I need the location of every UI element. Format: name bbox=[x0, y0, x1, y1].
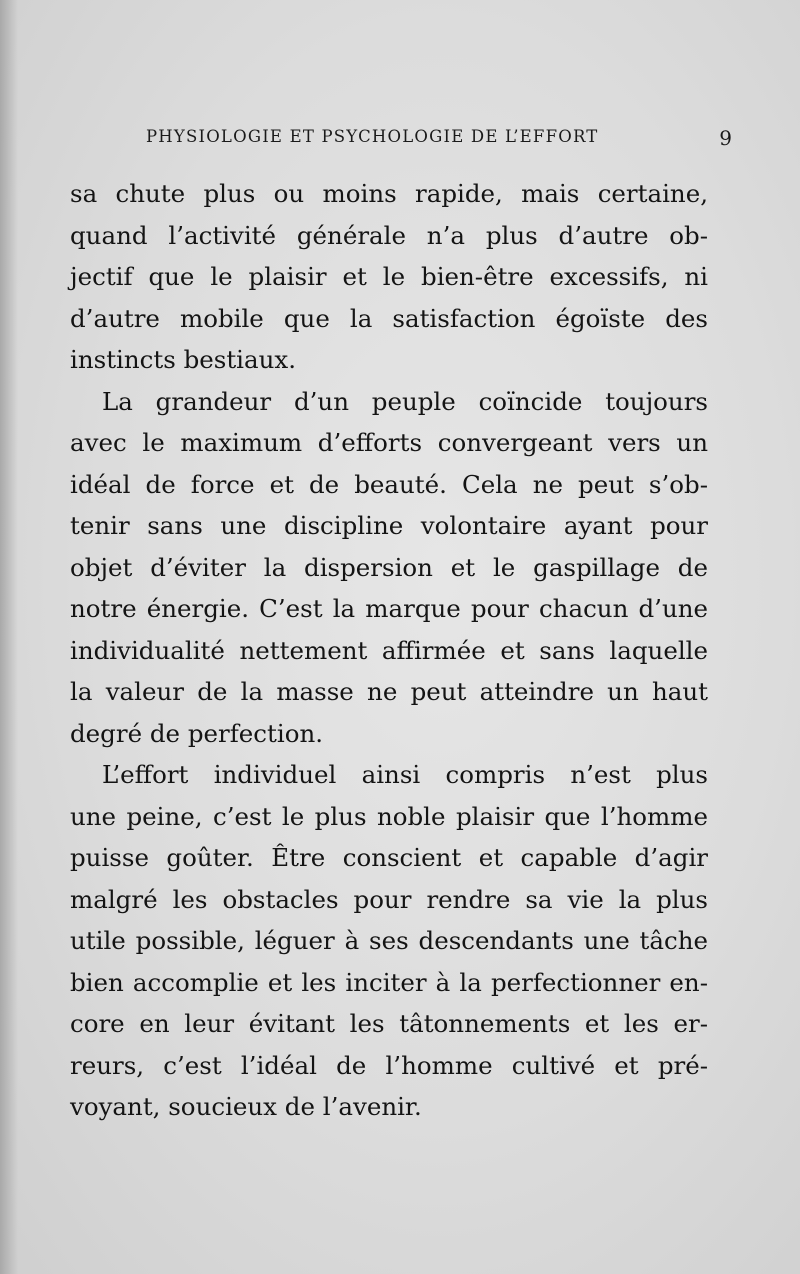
text-line: reurs, c’est l’idéal de l’homme cultivé et pré- bbox=[70, 1050, 708, 1080]
text-line: core en leur évitant les tâtonnements et les er- bbox=[70, 1009, 708, 1038]
text-line: d’autre mobile que la satisfaction égoïste des bbox=[70, 303, 708, 333]
text-line: notre énergie. C’est la marque pour chacun d’une bbox=[70, 594, 708, 623]
text-line: instincts bestiaux. bbox=[70, 345, 297, 374]
running-title: PHYSIOLOGIE ET PSYCHOLOGIE DE L’EFFORT bbox=[146, 127, 599, 146]
text-line: jectif que le plaisir et le bien-être excessifs, ni bbox=[70, 262, 708, 291]
page-number: 9 bbox=[719, 126, 732, 150]
text-line: bien accomplie et les inciter à la perfectionner en- bbox=[70, 967, 708, 997]
text-line: utile possible, léguer à ses descendants une tâche bbox=[70, 926, 708, 955]
text-line: avec le maximum d’efforts convergeant vers un bbox=[70, 428, 708, 457]
body-text bbox=[70, 173, 708, 1128]
text-line: idéal de force et de beauté. Cela ne peut s’ob- bbox=[70, 469, 708, 499]
text-line: la valeur de la masse ne peut atteindre un haut bbox=[70, 677, 708, 706]
text-line: quand l’activité générale n’a plus d’autre ob- bbox=[70, 220, 708, 250]
text-line: objet d’éviter la dispersion et le gaspillage de bbox=[70, 552, 708, 582]
text-line: degré de perfection. bbox=[70, 718, 324, 748]
running-head bbox=[146, 127, 732, 157]
text-line: tenir sans une discipline volontaire ayant pour bbox=[70, 511, 708, 540]
paragraph-first-line: La grandeur d’un peuple coïncide toujours bbox=[102, 386, 708, 416]
text-line: une peine, c’est le plus noble plaisir que l’homme bbox=[70, 801, 708, 831]
text-line: malgré les obstacles pour rendre sa vie la plus bbox=[70, 884, 708, 914]
text-line: sa chute plus ou moins rapide, mais certaine, bbox=[70, 179, 708, 208]
text-line: individualité nettement affirmée et sans laquelle bbox=[70, 635, 708, 665]
text-line: voyant, soucieux de l’avenir. bbox=[70, 1092, 422, 1121]
paragraph-first-line: L’effort individuel ainsi compris n’est plus bbox=[102, 760, 708, 789]
text-line: puisse goûter. Être conscient et capable d’agir bbox=[70, 843, 708, 872]
